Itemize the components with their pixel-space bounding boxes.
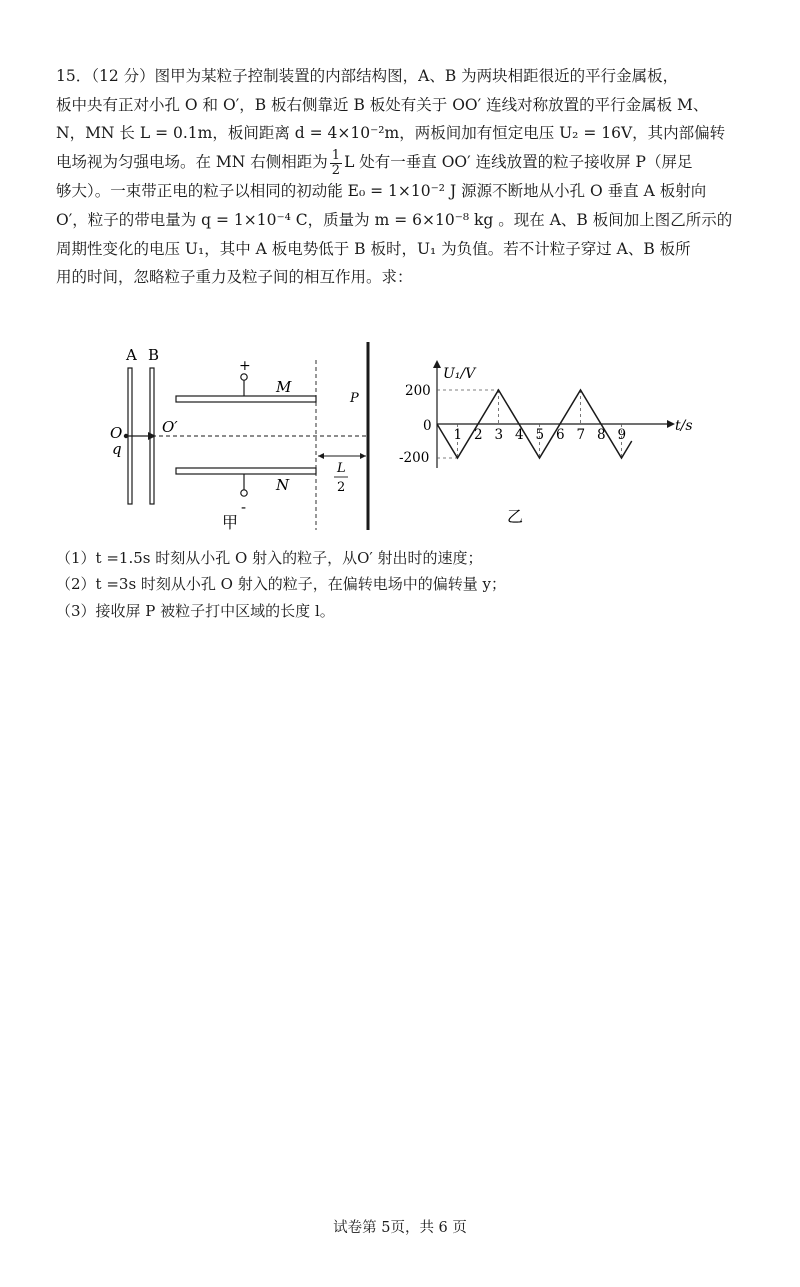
figure-jia-apparatus	[104, 340, 384, 540]
chart-ylabel: U₁/V	[443, 366, 476, 382]
x-tick-label-3: 3	[494, 427, 504, 443]
fraction-denominator: 2	[331, 162, 341, 178]
dimension-arrowhead-left	[318, 453, 324, 459]
x-tick-label-7: 7	[576, 427, 586, 443]
problem-line-4	[56, 148, 746, 177]
x-tick-label-8: 8	[597, 427, 606, 443]
particle-dot	[124, 434, 128, 438]
fraction-half	[330, 149, 342, 177]
x-tick-label-2: 2	[474, 427, 483, 443]
label-B: B	[148, 346, 160, 364]
chart-ytick-bottom: -200	[399, 450, 430, 466]
problem-text-1: 图甲为某粒子控制装置的内部结构图，A、B 为两块相距很近的平行金属板，	[154, 67, 679, 85]
y-axis-arrowhead	[433, 360, 441, 368]
label-q: q	[112, 440, 122, 458]
chart-ticks	[454, 427, 627, 443]
problem-line-7: 周期性变化的电压 U₁，其中 A 板电势低于 B 板时，U₁ 为负值。若不计粒子穿过 A、B 板所	[56, 239, 691, 258]
question-2: （2）t =3s 时刻从小孔 O 射入的粒子，在偏转电场中的偏转量 y；	[56, 575, 506, 594]
x-tick-label-4: 4	[515, 427, 524, 443]
label-M: M	[276, 378, 292, 396]
label-2: 2	[337, 480, 346, 495]
label-O: O	[110, 424, 123, 442]
x-axis-arrowhead	[667, 420, 675, 428]
problem-line-1	[56, 62, 746, 91]
page-footer: 试卷第 5页，共 6 页	[333, 1220, 467, 1236]
label-P: P	[350, 391, 359, 406]
figure-yi-chart	[395, 340, 705, 540]
terminal-M	[241, 374, 247, 380]
label-minus: -	[241, 498, 247, 516]
x-tick-label-1: 1	[453, 427, 463, 443]
problem-line-3: N，MN 长 L = 0.1m，板间距离 d = 4×10⁻²m，两板间加有恒定电压 U₂ = 16V，其内部偏转	[56, 124, 726, 143]
problem-text-4b: L 处有一垂直 OO′ 连线放置的粒子接收屏 P（屏足	[344, 153, 693, 172]
problem-line-8: 用的时间，忽略粒子重力及粒子间的相互作用。求：	[56, 268, 413, 287]
x-tick-label-5: 5	[535, 427, 545, 443]
fraction-numerator: 1	[331, 147, 341, 163]
x-tick-label-9: 9	[617, 427, 627, 443]
question-1: （1）t =1.5s 时刻从小孔 O 射入的粒子，从O′ 射出时的速度；	[56, 549, 483, 567]
question-list	[56, 545, 746, 624]
problem-text-4a: 电场视为匀强电场。在 MN 右侧相距为	[56, 153, 328, 172]
caption-jia: 甲	[222, 513, 239, 532]
dimension-arrowhead-right	[360, 453, 366, 459]
plate-M	[176, 396, 316, 402]
label-A: A	[126, 346, 137, 364]
problem-line-5: 够大）。一束带正电的粒子以相同的初动能 E₀ = 1×10⁻² J 源源不断地从小孔 O 垂直 A 板射向	[56, 182, 707, 201]
label-N: N	[276, 476, 290, 494]
terminal-N	[241, 490, 247, 496]
caption-yi: 乙	[507, 507, 524, 526]
chart-origin: 0	[423, 418, 432, 434]
plate-N	[176, 468, 316, 474]
label-L: L	[337, 461, 346, 476]
question-3: （3）接收屏 P 被粒子打中区域的长度 l。	[56, 601, 335, 620]
problem-line-6: O′，粒子的带电量为 q = 1×10⁻⁴ C，质量为 m = 6×10⁻⁸ kg 。现在 A、B 板间加上图乙所示的	[56, 210, 733, 229]
label-plus: +	[239, 358, 251, 374]
problem-score: （12 分）	[91, 67, 155, 85]
chart-xlabel: t/s	[675, 418, 693, 434]
problem-number: 15．	[56, 67, 92, 85]
problem-15	[56, 62, 746, 292]
label-O-prime: O′	[162, 418, 178, 436]
problem-line-2: 板中央有正对小孔 O 和 O′，B 板右侧靠近 B 板处有关于 OO′ 连线对称放置的平行金属板 M、	[56, 95, 709, 114]
x-tick-label-6: 6	[556, 427, 565, 443]
chart-ytick-top: 200	[405, 383, 431, 399]
